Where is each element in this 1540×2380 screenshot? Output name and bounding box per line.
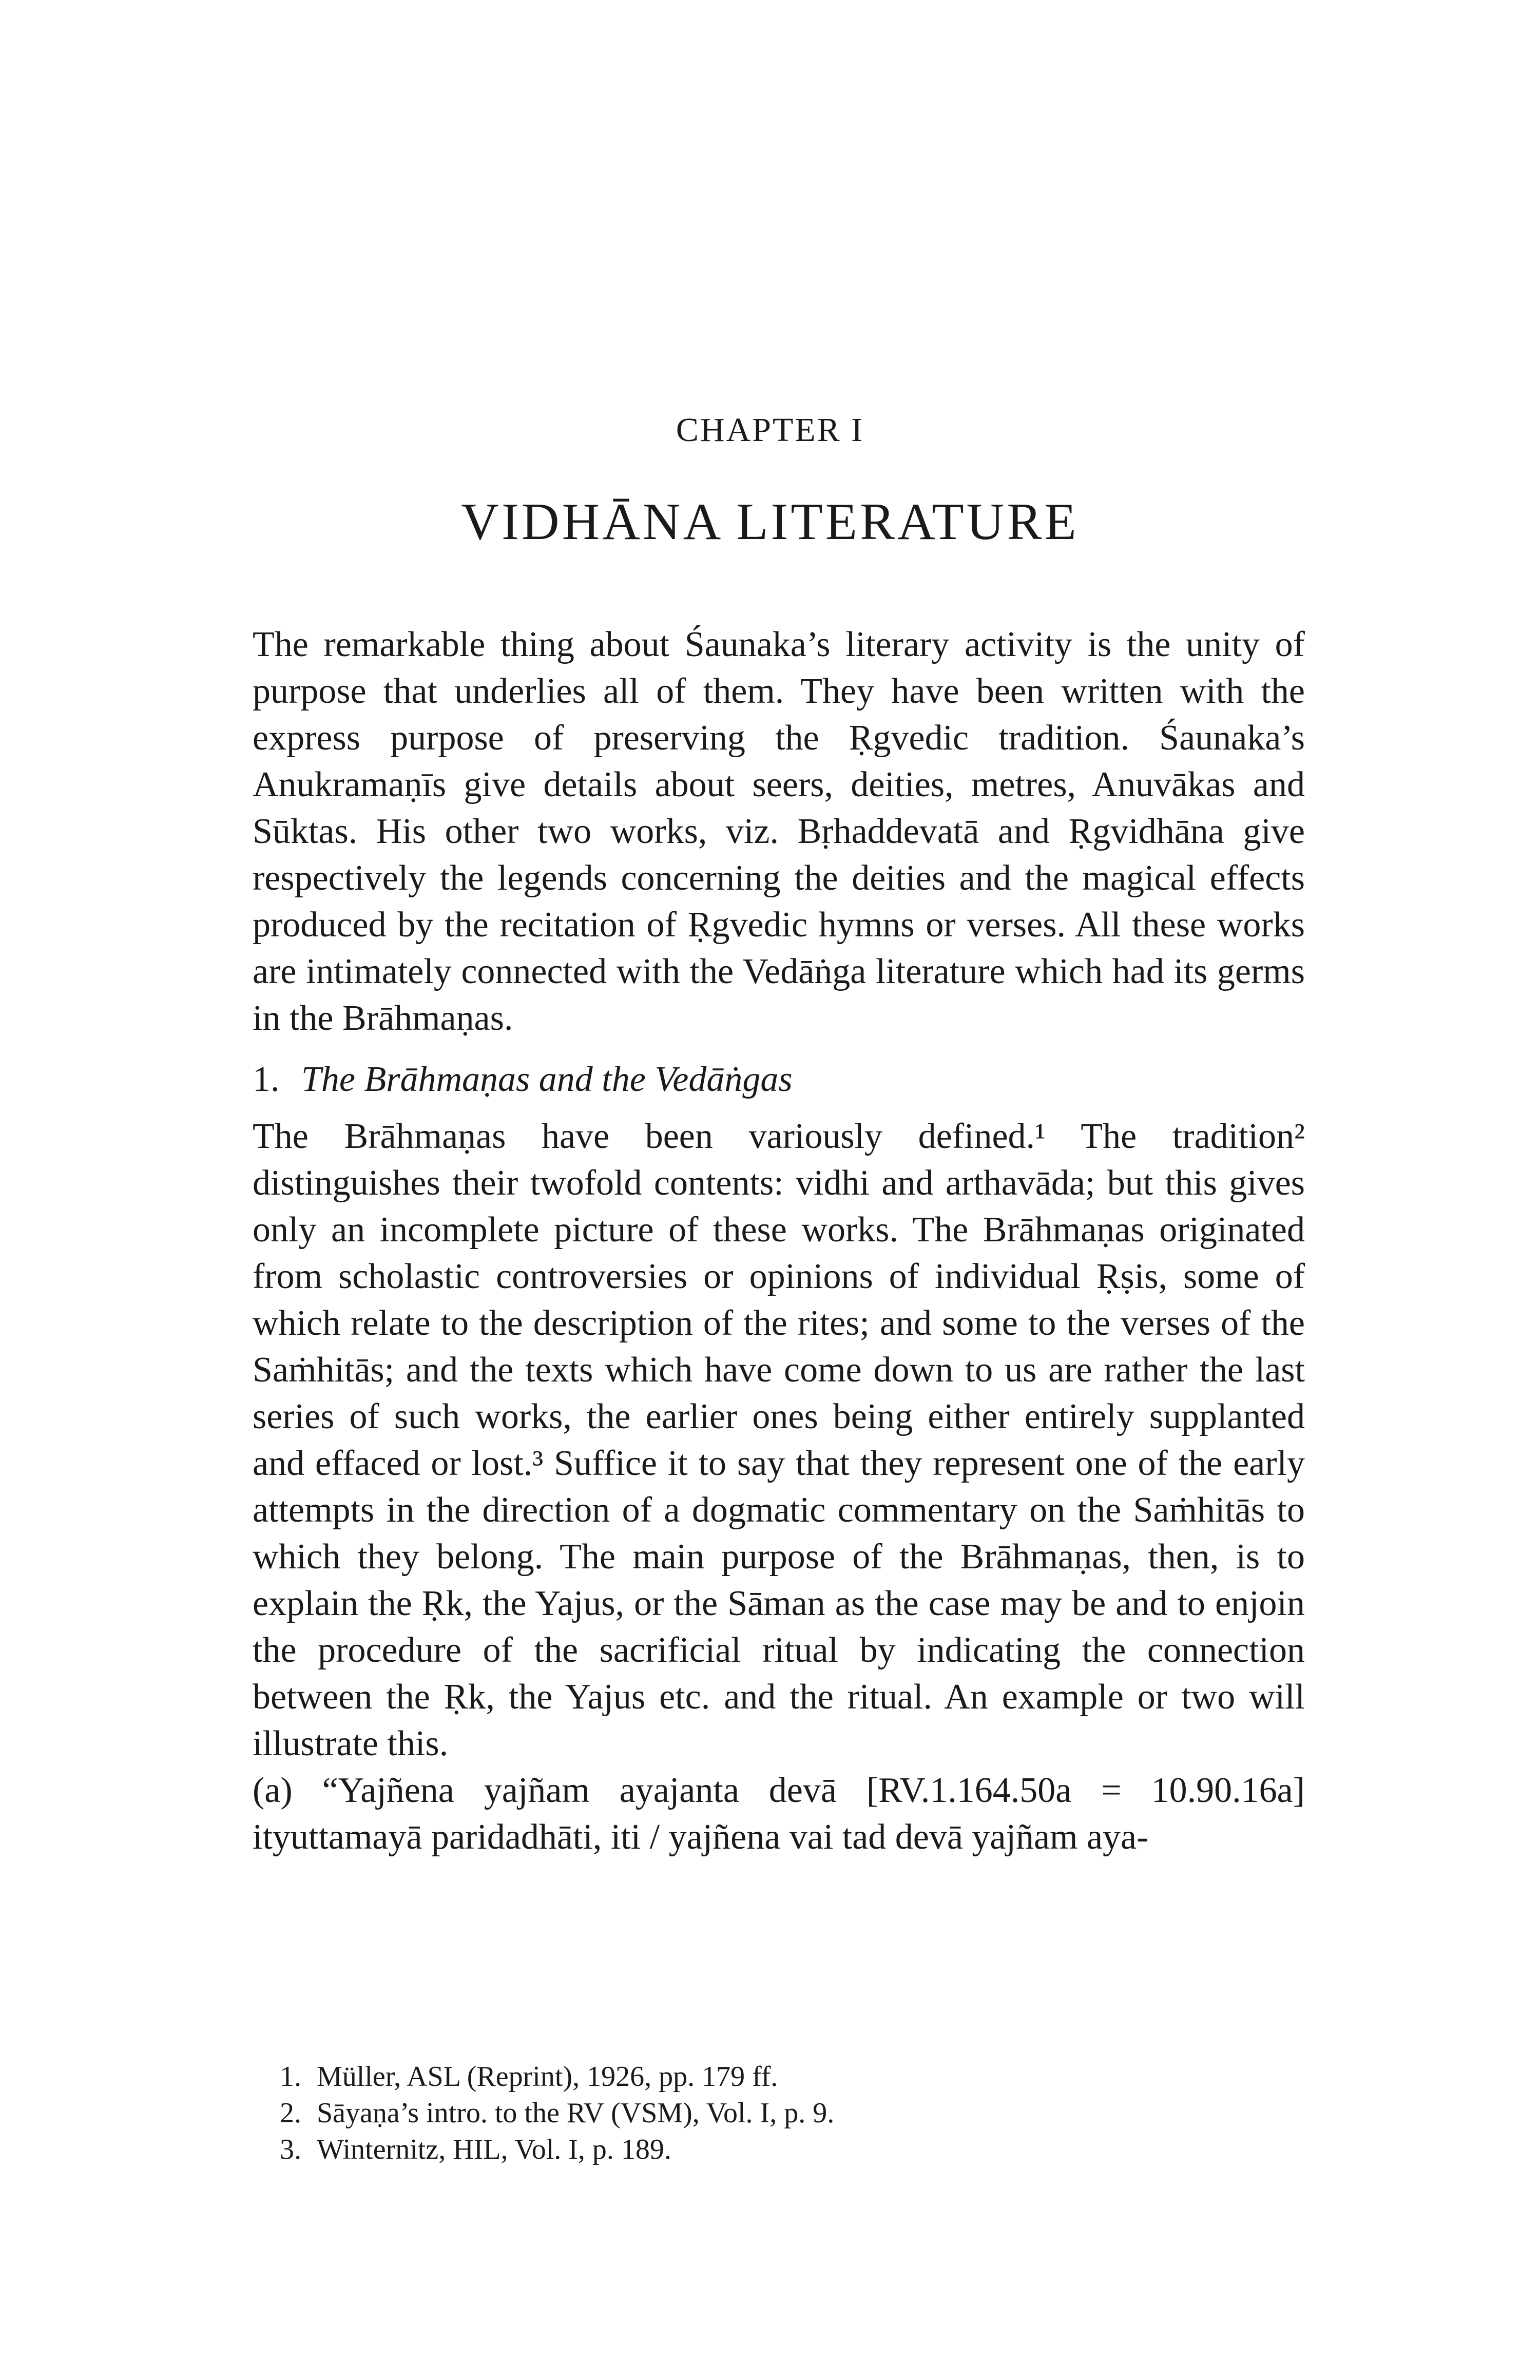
example-paragraph: (a) “Yajñena yajñam ayajanta devā [RV.1.164.50a = 10.90.16a] ityuttamayā paridadhāti, iti / yajñena vai tad devā yajñam aya- xyxy=(253,1771,1305,1857)
chapter-title: VIDHĀNA LITERATURE xyxy=(461,493,1079,551)
footnote-number: 1. xyxy=(280,2061,301,2093)
main-text xyxy=(253,621,1305,1860)
footnote-text: Müller, ASL (Reprint), 1926, pp. 179 ff. xyxy=(317,2061,778,2093)
footnote-number: 2. xyxy=(280,2097,301,2129)
footnote xyxy=(253,2095,1305,2132)
section-heading xyxy=(253,1056,1305,1103)
footnote xyxy=(253,2132,1305,2168)
section-paragraph: The Brāhmaṇas have been variously defined.¹ The tradition² distinguishes their twofold contents: vidhi and arthavāda; but this gives only an incomplete picture of these works. The Brāhmaṇas originated from scholastic controversies or opinions of individual Ṛṣis, some of which relate to the description of the rites; and some to the verses of the Saṁhitās; and the texts which have come down to us are rather the last series of such works, the earlier ones being either entirely supplanted and effaced or lost.³ Suffice it to say that they represent one of the early attempts in the direction of a dogmatic commentary on the Saṁhitās to which they belong. The main purpose of the Brāhmaṇas, then, is to explain the Ṛk, the Yajus, or the Sāman as the case may be and to enjoin the procedure of the sacrificial ritual by indicating the connection between the Ṛk, the Yajus etc. and the ritual. An example or two will illustrate this. xyxy=(253,1117,1305,1763)
footnote xyxy=(253,2059,1305,2095)
footnotes xyxy=(253,2059,1305,2168)
section-number: 1. xyxy=(253,1060,280,1099)
footnote-number: 3. xyxy=(280,2134,301,2165)
footnote-text: Winternitz, HIL, Vol. I, p. 189. xyxy=(317,2134,671,2165)
intro-paragraph: The remarkable thing about Śaunaka’s literary activity is the unity of purpose that underlies all of them. They have been written with the express purpose of preserving the Ṛgvedic tradition. Śaunaka’s Anukramaṇīs give details about seers, deities, metres, Anuvākas and Sūktas. His other two works, viz. Bṛhaddevatā and Ṛgvidhāna give respectively the legends concerning the deities and the magical effects produced by the recitation of Ṛgvedic hymns or verses. All these works are intimately connected with the Vedāṅga literature which had its germs in the Brāhmaṇas. xyxy=(253,625,1305,1038)
chapter-label: CHAPTER I xyxy=(676,411,864,449)
section-title: The Brāhmaṇas and the Vedāṅgas xyxy=(301,1060,793,1099)
footnote-text: Sāyaṇa’s intro. to the RV (VSM), Vol. I, p. 9. xyxy=(317,2097,835,2129)
